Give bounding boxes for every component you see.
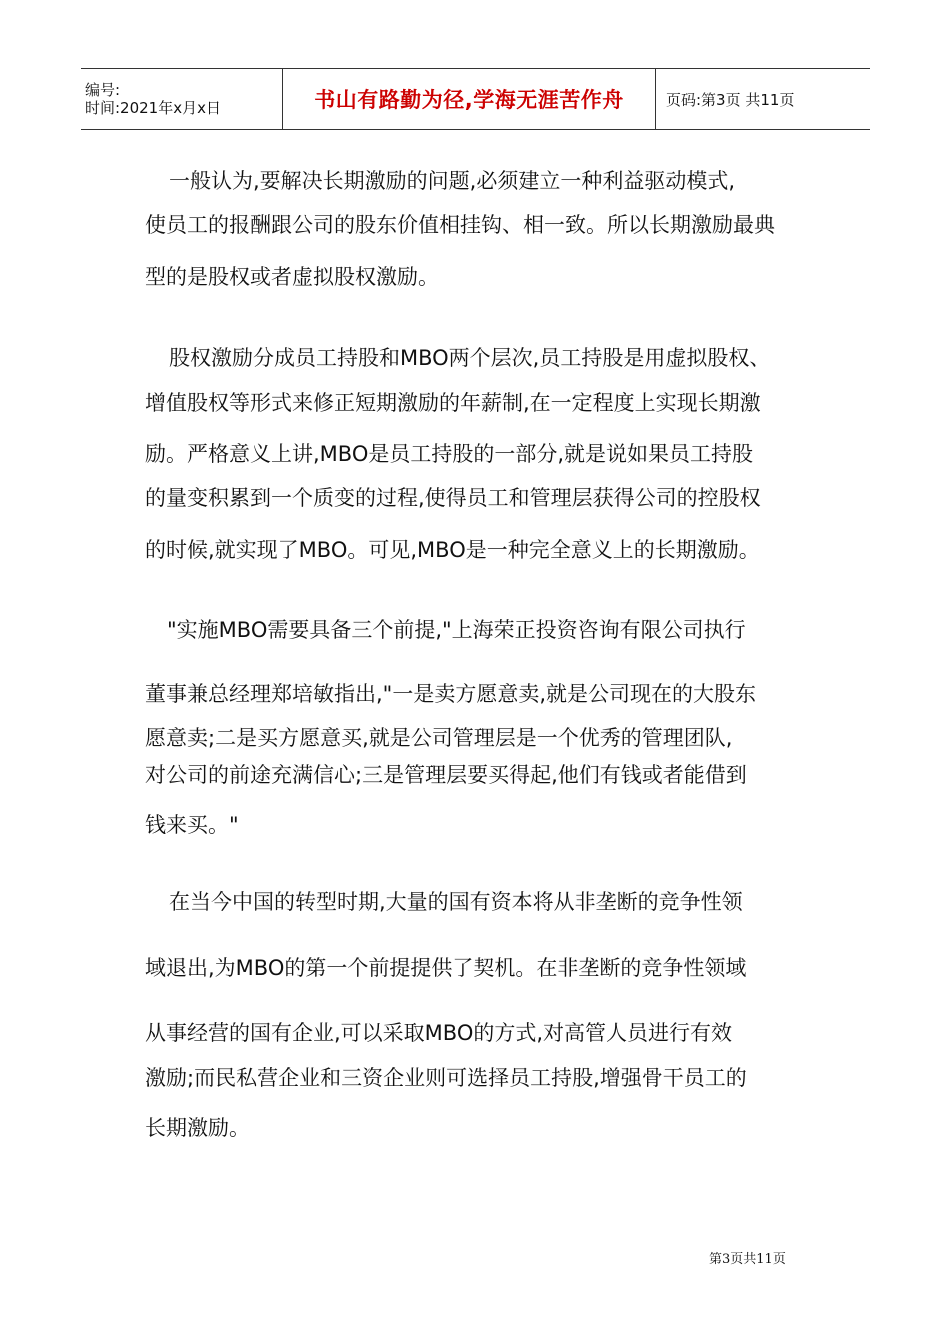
page-header — [81, 68, 870, 130]
document-date-label: 时间:2021年x月x日 — [85, 99, 221, 117]
header-page-info — [656, 69, 870, 129]
document-number-label: 编号: — [85, 81, 121, 99]
header-motto — [282, 69, 656, 129]
paragraph-3-line-1: "实施MBO需要具备三个前提,"上海荣正投资咨询有限公司执行 — [167, 618, 746, 642]
page-footer — [709, 1248, 786, 1267]
paragraph-2-line-3: 励。严格意义上讲,MBO是员工持股的一部分,就是说如果员工持股 — [145, 442, 754, 466]
header-page-label: 页码:第3页 共11页 — [666, 90, 795, 109]
paragraph-3-line-4: 对公司的前途充满信心;三是管理层要买得起,他们有钱或者能借到 — [145, 763, 747, 787]
paragraph-2-line-2: 增值股权等形式来修正短期激励的年薪制,在一定程度上实现长期激 — [145, 391, 761, 415]
paragraph-4-line-4: 激励;而民私营企业和三资企业则可选择员工持股,增强骨干员工的 — [145, 1066, 747, 1090]
paragraph-1-line-1: 一般认为,要解决长期激励的问题,必须建立一种利益驱动模式, — [169, 169, 736, 193]
paragraph-1-line-3: 型的是股权或者虚拟股权激励。 — [145, 265, 439, 289]
paragraph-4-line-2: 域退出,为MBO的第一个前提提供了契机。在非垄断的竞争性领域 — [145, 956, 747, 980]
paragraph-3-line-2: 董事兼总经理郑培敏指出,"一是卖方愿意卖,就是公司现在的大股东 — [145, 682, 757, 706]
paragraph-3-line-3: 愿意卖;二是买方愿意买,就是公司管理层是一个优秀的管理团队, — [145, 726, 733, 750]
paragraph-3-line-5: 钱来买。" — [145, 813, 239, 837]
paragraph-4-line-5: 长期激励。 — [145, 1116, 250, 1140]
motto-text: 书山有路勤为径,学海无涯苦作舟 — [314, 88, 624, 112]
paragraph-1-line-2: 使员工的报酬跟公司的股东价值相挂钩、相一致。所以长期激励最典 — [145, 213, 775, 237]
paragraph-2-line-1: 股权激励分成员工持股和MBO两个层次,员工持股是用虚拟股权、 — [169, 346, 771, 370]
paragraph-4-line-3: 从事经营的国有企业,可以采取MBO的方式,对高管人员进行有效 — [145, 1021, 733, 1045]
paragraph-2-line-5: 的时候,就实现了MBO。可见,MBO是一种完全意义上的长期激励。 — [145, 538, 760, 562]
footer-page-label: 第3页共11页 — [709, 1252, 786, 1267]
paragraph-2-line-4: 的量变积累到一个质变的过程,使得员工和管理层获得公司的控股权 — [145, 486, 761, 510]
paragraph-4-line-1: 在当今中国的转型时期,大量的国有资本将从非垄断的竞争性领 — [169, 890, 743, 914]
header-meta — [81, 69, 282, 129]
